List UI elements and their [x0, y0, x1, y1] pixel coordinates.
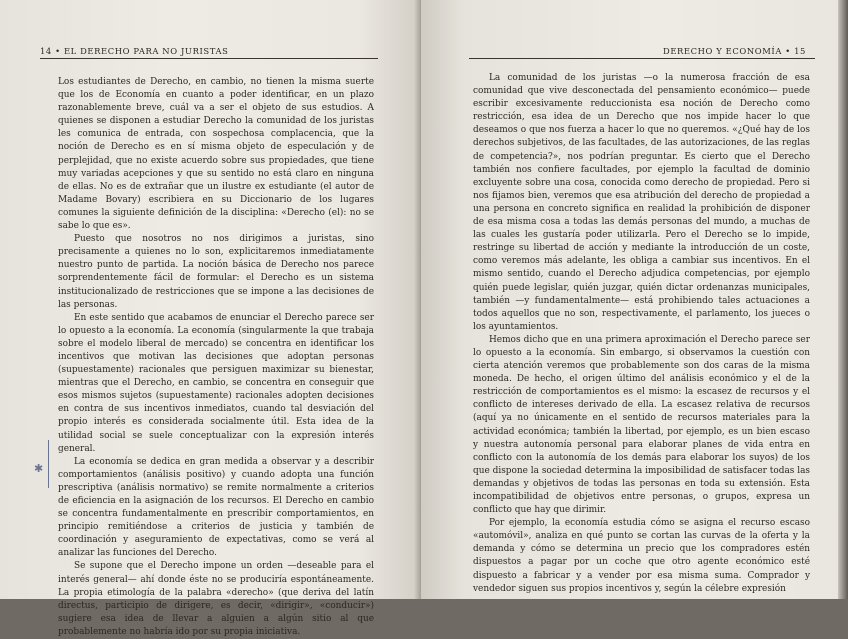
header-bullet: • [785, 46, 795, 56]
pencil-asterisk-mark: ✱ [34, 462, 44, 475]
page-edge-shadow [838, 0, 848, 599]
right-page-header [663, 46, 806, 56]
paragraph: Los estudiantes de Derecho, en cambio, no tienen la misma suerte que los de Economía en cuanto a poder identificar, en un plazo razonablemente breve, cuál va a ser el objeto de sus estudios. A quienes se disponen a estudiar Derecho la comunidad de los juristas les comunica de entrada, con sospechosa complacencia, que la noción de Derecho es en sí misma objeto de especulación y de perplejidad, que no existe acuerdo sobre sus propiedades, que tiene muy variadas acepciones y que su sentido no está claro en ninguna de ellas. No es de extrañar que un ilustre ex estudiante (el autor de Madame Bovary) escribiera en su Diccionario de los lugares comunes la siguiente definición de la disciplina: «Derecho (el): no se sabe lo que es». [58, 77, 374, 232]
left-page-number: 14 [40, 46, 52, 56]
paragraph: En este sentido que acabamos de enunciar el Derecho parece ser lo opuesto a la economía. La economía (singularmente la que trabaja sobre el modelo liberal de mercado) se concentra en identificar los incentivos que motivan las decisiones que adoptan personas (supuestamente) racionales que persiguen maximizar su bienestar, mientras que el Derecho, en cambio, se concentra en conseguir que esos mismos sujetos (supuestamente) racionales adopten decisiones en contra de sus incentivos inmediatos, cuando tal desviación del propio interés es considerada socialmente útil. Esta idea de la utilidad social se suele conceptualizar con la expresión interés general. [58, 312, 374, 454]
paragraph: Hemos dicho que en una primera aproximación el Derecho parece ser lo opuesto a la economía. Sin embargo, si observamos la cuestión con cierta atención veremos que probablemente son dos caras de la misma moneda. De hecho, el origen último del análisis económico y el de la restricción de comportamientos es el mismo: la escasez de recursos y el conflicto de intereses derivado de ella. La escasez relativa de recursos (aquí ya no únicamente en el sentido de recursos materiales para la actividad económica; también la libertad, por ejemplo, es un bien escaso y nuestra autonomía personal para elaborar planes de vida entra en conflicto con la autonomía de los demás para elaborar los suyos) de los que dispone la sociedad determina la imposibilidad de satisfacer todas las demandas y objetivos de todas las personas en toda su extensión. Esta incompatibilidad de objetivos entre personas, o grupos, expresa un conflicto que hay que dirimir. [473, 334, 810, 516]
right-running-head: DERECHO Y ECONOMÍA [663, 46, 782, 56]
right-header-rule [469, 58, 815, 59]
left-header-rule [40, 58, 378, 59]
pencil-margin-bracket [48, 440, 49, 488]
left-running-head: EL DERECHO PARA NO JURISTAS [63, 46, 229, 56]
right-page-body [473, 72, 810, 596]
paragraph: Por ejemplo, la economía estudia cómo se asigna el recurso escaso «automóvil», analiza en qué punto se cortan las curvas de la oferta y la demanda y cómo se determina un precio que los compradores estén dispuestos a pagar por un coche que otro agente económico esté dispuesto a fabricar y a vender por esa misma suma. Comprador y vendedor siguen sus propios incentivos y, según la célebre expresión [473, 518, 810, 594]
right-page [421, 0, 848, 599]
paragraph: Se supone que el Derecho impone un orden —deseable para el interés general— ahí donde éste no se produciría espontáneamente. La propia etimología de la palabra «derecho» (que deriva del latín directus, participio de dirigere, es decir, «dirigir», «conducir») sugiere esa idea de llevar a alguien a algún sitio al que probablemente no habría ido por su propia iniciativa. [58, 561, 374, 637]
paragraph: La economía se dedica en gran medida a observar y a describir comportamientos (análisis positivo) y cuando adopta una función prescriptiva (análisis normativo) se remite normalmente a criterios de eficiencia en la asignación de los recursos. El Derecho en cambio se concentra fundamentalmente en prescribir comportamientos, en principio remitiéndose a criterios de justicia y también de coordinación y aseguramiento de expectativas, como se verá al analizar las funciones del Derecho. [58, 456, 374, 559]
left-page [0, 0, 421, 637]
paragraph: Puesto que nosotros no nos dirigimos a juristas, sino precisamente a quienes no lo son, explicitaremos inmediatamente nuestro punto de partida. La noción básica de Derecho nos parece sorprendentemente fácil de formular: el Derecho es un sistema institucionalizado de restricciones que se impone a las decisiones de las personas. [58, 234, 374, 310]
left-page-body [58, 76, 374, 639]
header-bullet: • [55, 46, 64, 56]
paragraph: La comunidad de los juristas —o la numerosa fracción de esa comunidad que vive desconectada del pensamiento económico— puede escribir excesivamente reduccionista esa noción de Derecho como restricción, esa idea de un Derecho que nos impide hacer lo que deseamos o que nos fuerza a hacer lo que no queremos. «¿Qué hay de los derechos subjetivos, de las facultades, de las autorizaciones, de las reglas de competencia?», nos podrían preguntar. Es cierto que el Derecho también nos confiere facultades, por ejemplo la facultad de dominio excluyente sobre una cosa, conocida como derecho de propiedad. Pero si nos fijamos bien, veremos que esa atribución del derecho de propiedad a una persona en concreto significa en realidad la prohibición de disponer de esa misma cosa a todas las demás personas del mundo, a muchas de las cuales les gustaría poder utilizarla. Pero el Derecho se lo impide, restringe su libertad de acción y mediante la introducción de un coste, como veremos más adelante, les obliga a cambiar sus incentivos. En el mismo sentido, cuando el Derecho adjudica competencias, por ejemplo quién puede legislar, quién juzgar, quién dictar ordenanzas municipales, también —y fundamentalmente— está prohibiendo tales actuaciones a todos aquellos que no son, respectivamente, el parlamento, los jueces o los ayuntamientos. [473, 73, 810, 332]
right-page-number: 15 [794, 46, 806, 56]
left-page-header [40, 46, 228, 56]
